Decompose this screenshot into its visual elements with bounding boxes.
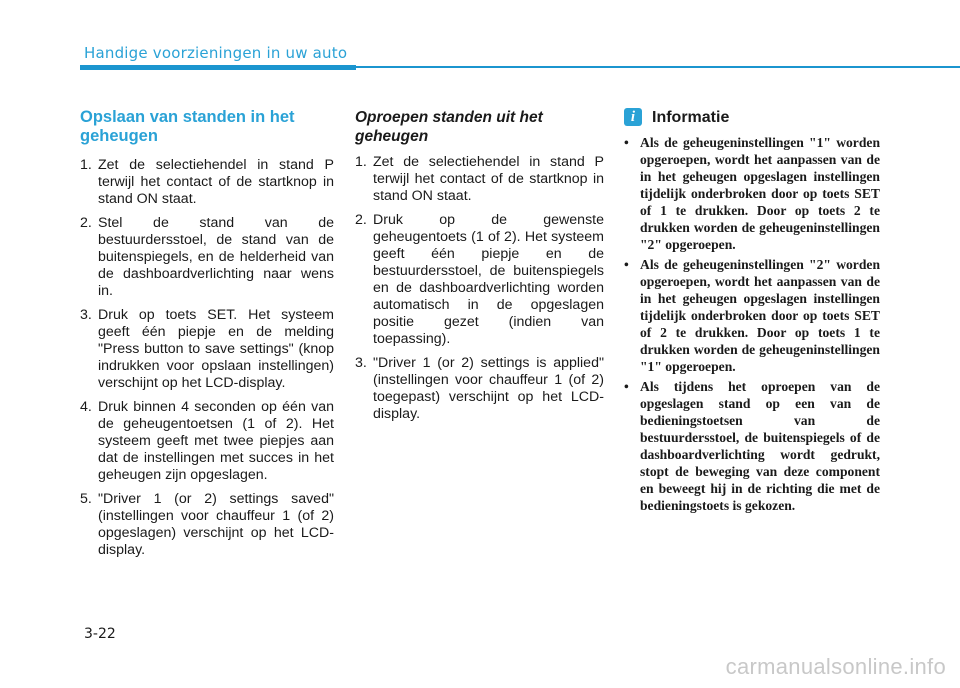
info-list [624,134,880,514]
step-number: 3. [355,355,367,371]
info-title: Informatie [652,108,730,126]
list-item [80,399,334,484]
step-number: 5. [80,491,92,507]
step-text: Stel de stand van de bestuurdersstoel, de stand van de buitenspiegels, en de helderheid van de dashboardverlichting naar wens in. [98,215,334,299]
list-item [624,134,880,253]
step-text: Druk op de gewenste geheugentoets (1 of 2). Het systeem geeft één piepje en de bestuurdersstoel, de buitenspiegels en de dashboardverlichting worden automatisch in de opgeslagen positie gezet (indien van toepassing). [373,212,604,347]
list-item [624,256,880,375]
step-text: Zet de selectiehendel in stand P terwijl het contact of de startknop in stand ON staat. [98,157,334,207]
header-rule-thin [356,66,960,68]
watermark: carmanualsonline.info [725,654,946,679]
info-icon: i [624,108,642,126]
header-rule-thick [80,65,356,70]
step-number: 2. [355,212,367,228]
bullet: • [624,257,629,272]
step-number: 3. [80,307,92,323]
step-number: 1. [80,157,92,173]
save-steps-list [80,157,334,559]
list-item [355,212,604,348]
step-number: 1. [355,154,367,170]
info-text: Als tijdens het oproepen van de opgeslagen stand op een van de bedieningstoetsen van de bestuurdersstoel, de buitenspiegels of de dashboardverlichting wordt gedrukt, stopt de beweging van deze component en beweegt hij in de richting die met de bedieningstoets is gekozen. [640,379,880,513]
bullet: • [624,135,629,150]
recall-section-title: Oproepen standen uit het geheugen [355,109,543,145]
step-number: 2. [80,215,92,231]
step-text: Druk binnen 4 seconden op één van de geheugentoetsen (1 of 2). Het systeem geeft met twee piepjes aan dat de instellingen met succes in het geheugen zijn opgeslagen. [98,399,334,483]
list-item [355,355,604,423]
list-item [80,307,334,392]
list-item [624,378,880,514]
recall-section [355,108,604,430]
list-item [80,157,334,208]
step-text: "Driver 1 (or 2) settings is applied" (instellingen voor chauffeur 1 (of 2) toegepast) verschijnt op het LCD-display. [373,355,604,422]
bullet: • [624,379,629,394]
step-text: Druk op toets SET. Het systeem geeft één piepje en de melding "Press button to save settings" (knop indrukken voor opslaan instellingen) verschijnt op het LCD-display. [98,307,334,391]
save-section [80,108,334,566]
save-section-title: Opslaan van standen in het geheugen [80,108,295,145]
list-item [355,154,604,205]
step-text: Zet de selectiehendel in stand P terwijl het contact of de startknop in stand ON staat. [373,154,604,204]
list-item [80,215,334,300]
info-text: Als de geheugeninstellingen "1" worden opgeroepen, wordt het aanpassen van de in het geheugen opgeslagen instellingen tijdelijk onderbroken door op toets SET of 1 te drukken. Door op toets 2 te drukken worden de geheugeninstellingen "2" opgeroepen. [640,135,880,252]
header-title: Handige voorzieningen in uw auto [84,44,348,62]
page-number: 3-22 [84,626,116,642]
list-item [80,491,334,559]
step-number: 4. [80,399,92,415]
recall-steps-list [355,154,604,423]
info-text: Als de geheugeninstellingen "2" worden opgeroepen, wordt het aanpassen van de in het geheugen opgeslagen instellingen tijdelijk onderbroken door op toets SET of 2 te drukken. Door op toets 1 te drukken worden de geheugeninstellingen "1" opgeroepen. [640,257,880,374]
info-section [624,108,880,517]
step-text: "Driver 1 (or 2) settings saved" (instellingen voor chauffeur 1 (of 2) opgeslagen) verschijnt op het LCD-display. [98,491,334,558]
info-header [624,108,880,126]
